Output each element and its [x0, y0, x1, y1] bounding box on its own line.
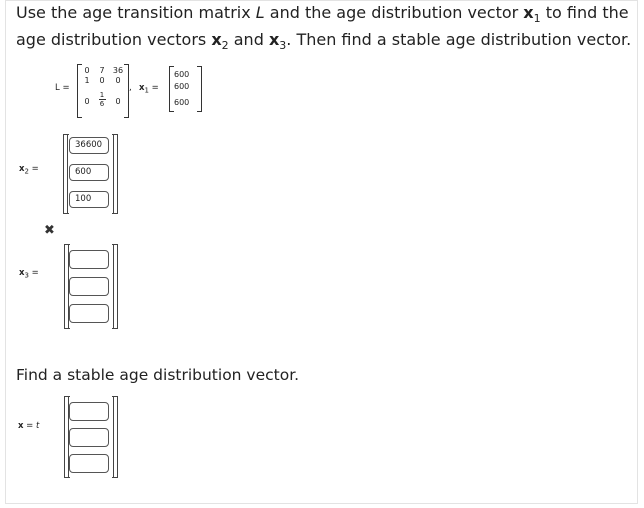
subscript: 3	[24, 271, 29, 280]
matrix-cell: 1	[84, 76, 90, 85]
equals-sign: =	[28, 268, 39, 278]
vector-x2-label	[19, 164, 39, 177]
vector-symbol: x	[139, 83, 145, 93]
stable-heading: Find a stable age distribution vector.	[16, 366, 300, 384]
x2-input-3[interactable]: 100	[69, 191, 109, 208]
vector-symbol-x2: x	[211, 30, 222, 49]
equals-sign: =	[28, 164, 39, 174]
prompt-text: and the age distribution vector	[264, 3, 524, 22]
vector-x1-label	[139, 83, 159, 96]
vector-symbol: x	[18, 421, 24, 431]
vector-x3-label	[19, 268, 39, 281]
prompt-text: . Then find a stable age distribution vector.	[286, 30, 632, 49]
equals-sign: =	[23, 421, 37, 431]
matrix-cell: 0	[99, 76, 105, 85]
prompt-text: to find the	[540, 3, 629, 22]
right-bracket	[197, 66, 202, 112]
stable-input-2[interactable]	[69, 428, 109, 447]
equals-sign: =	[148, 83, 159, 93]
vector-value: 600	[174, 70, 190, 79]
x3-input-1[interactable]	[69, 250, 109, 269]
matrix-cell: 0	[115, 76, 121, 85]
subscript: 3	[279, 39, 287, 53]
right-bracket	[112, 134, 118, 214]
prompt-line-1	[16, 3, 629, 29]
right-bracket	[112, 244, 118, 329]
scalar-t: t	[36, 421, 40, 431]
vector-symbol: x	[19, 268, 25, 278]
stable-input-3[interactable]	[69, 454, 109, 473]
matrix-cell: 7	[99, 66, 105, 75]
matrix-fraction	[98, 91, 106, 108]
x2-input-1[interactable]: 36600	[69, 137, 109, 154]
fraction-numerator: 1	[99, 91, 105, 99]
subscript: 1	[144, 86, 149, 95]
comma: ,	[129, 83, 132, 93]
vector-symbol-x3: x	[268, 30, 280, 49]
subscript: 2	[221, 39, 229, 53]
incorrect-x-icon: ✖	[44, 223, 55, 238]
x2-input-2[interactable]: 600	[69, 164, 109, 181]
matrix-cell: 0	[84, 66, 90, 75]
fraction-denominator: 6	[99, 100, 105, 108]
prompt-text: age distribution vectors	[16, 30, 212, 49]
vector-symbol: x	[19, 164, 25, 174]
stable-input-1[interactable]	[69, 402, 109, 421]
vector-symbol-x1: x	[523, 3, 534, 22]
matrix-cell: 36	[112, 66, 124, 75]
x3-input-3[interactable]	[69, 304, 109, 323]
vector-value: 600	[174, 82, 190, 91]
prompt-line-2	[16, 30, 631, 56]
vector-value: 600	[174, 98, 190, 107]
stable-vector-label	[18, 421, 39, 431]
subscript: 2	[24, 167, 29, 176]
prompt-text: and	[228, 30, 269, 49]
right-bracket	[112, 396, 118, 478]
subscript: 1	[533, 12, 541, 26]
matrix-cell: 0	[115, 97, 121, 106]
matrix-cell: 0	[84, 97, 90, 106]
x3-input-2[interactable]	[69, 277, 109, 296]
prompt-text: Use the age transition matrix	[16, 3, 256, 22]
matrix-symbol-L: L	[255, 3, 265, 22]
matrix-L-label: L =	[55, 83, 70, 93]
